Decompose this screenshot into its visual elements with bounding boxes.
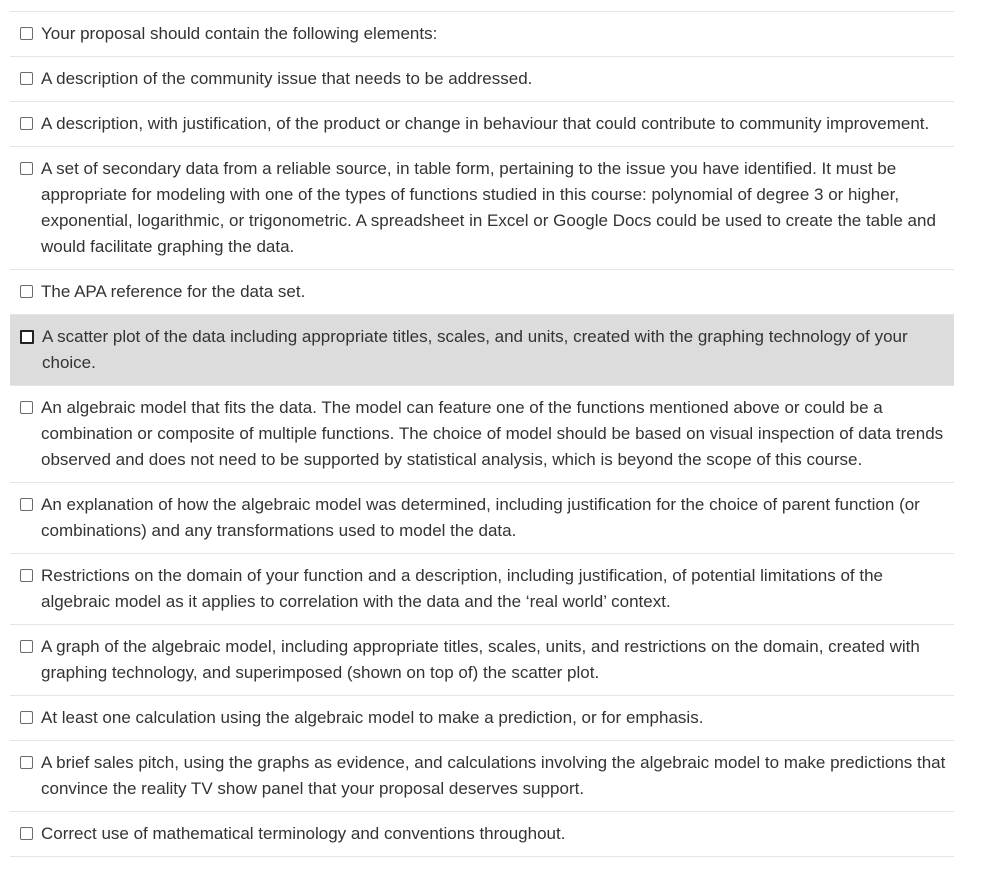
checkbox[interactable] (20, 27, 33, 40)
checklist-item-label: Your proposal should contain the following elements: (41, 24, 438, 43)
checklist-item-product-description[interactable] (10, 102, 954, 147)
checklist-item-label: At least one calculation using the algebraic model to make a prediction, or for emphasis. (41, 708, 704, 727)
checklist-item-model-graph[interactable] (10, 625, 954, 696)
checkbox[interactable] (20, 640, 33, 653)
checklist-item-label: Correct use of mathematical terminology and conventions throughout. (41, 824, 566, 843)
checkbox[interactable] (20, 756, 33, 769)
checklist-item-label: A description, with justification, of the product or change in behaviour that could contribute to community improvement. (41, 114, 930, 133)
checkbox[interactable] (20, 72, 33, 85)
checklist-item-intro[interactable] (10, 12, 954, 57)
checklist-item-label: A brief sales pitch, using the graphs as evidence, and calculations involving the algebraic model to make predictions that convince the reality TV show panel that your proposal deserves support. (41, 753, 946, 798)
checklist-item-label: An algebraic model that fits the data. The model can feature one of the functions mentioned above or could be a combination or composite of multiple functions. The choice of model should be based on visual inspection of data trends observed and does not need to be supported by statistical analysis, which is beyond the scope of this course. (41, 398, 944, 469)
checklist-item-label: An explanation of how the algebraic model was determined, including justification for the choice of parent function (or combinations) and any transformations used to model the data. (41, 495, 920, 540)
checklist-item-domain-restrictions[interactable] (10, 554, 954, 625)
checkbox[interactable] (20, 827, 33, 840)
checklist-item-label: A graph of the algebraic model, including appropriate titles, scales, units, and restrictions on the domain, created with graphing technology, and superimposed (shown on top of) the scatter plot. (41, 637, 920, 682)
checklist-item-sales-pitch[interactable] (10, 741, 954, 812)
checkbox[interactable] (20, 330, 34, 344)
checklist-item-label: A description of the community issue that needs to be addressed. (41, 69, 533, 88)
checkbox[interactable] (20, 285, 33, 298)
checklist-item-scatter-plot[interactable] (10, 315, 954, 386)
checkbox[interactable] (20, 569, 33, 582)
checklist-item-label: A set of secondary data from a reliable source, in table form, pertaining to the issue you have identified. It must be appropriate for modeling with one of the types of functions studied in this course: polynomial of degree 3 or higher, exponential, logarithmic, or trigonometric. A spreadsheet in Excel or Google Docs could be used to create the table and would facilitate graphing the data. (41, 159, 936, 256)
checkbox[interactable] (20, 711, 33, 724)
checklist-item-model-explanation[interactable] (10, 483, 954, 554)
checklist-item-label: The APA reference for the data set. (41, 282, 306, 301)
checkbox[interactable] (20, 498, 33, 511)
checklist-item-terminology[interactable] (10, 812, 954, 857)
checkbox[interactable] (20, 401, 33, 414)
checkbox[interactable] (20, 117, 33, 130)
checklist-item-label: A scatter plot of the data including appropriate titles, scales, and units, created with the graphing technology of your choice. (42, 327, 908, 372)
checklist-item-label: Restrictions on the domain of your function and a description, including justification, of potential limitations of the algebraic model as it applies to correlation with the data and the ‘real world’ context. (41, 566, 883, 611)
checklist-item-community-issue[interactable] (10, 57, 954, 102)
checklist-item-calculation[interactable] (10, 696, 954, 741)
checklist-item-apa-reference[interactable] (10, 270, 954, 315)
checklist-item-secondary-data[interactable] (10, 147, 954, 270)
requirements-checklist (10, 11, 954, 857)
checkbox[interactable] (20, 162, 33, 175)
checklist-item-algebraic-model[interactable] (10, 386, 954, 483)
